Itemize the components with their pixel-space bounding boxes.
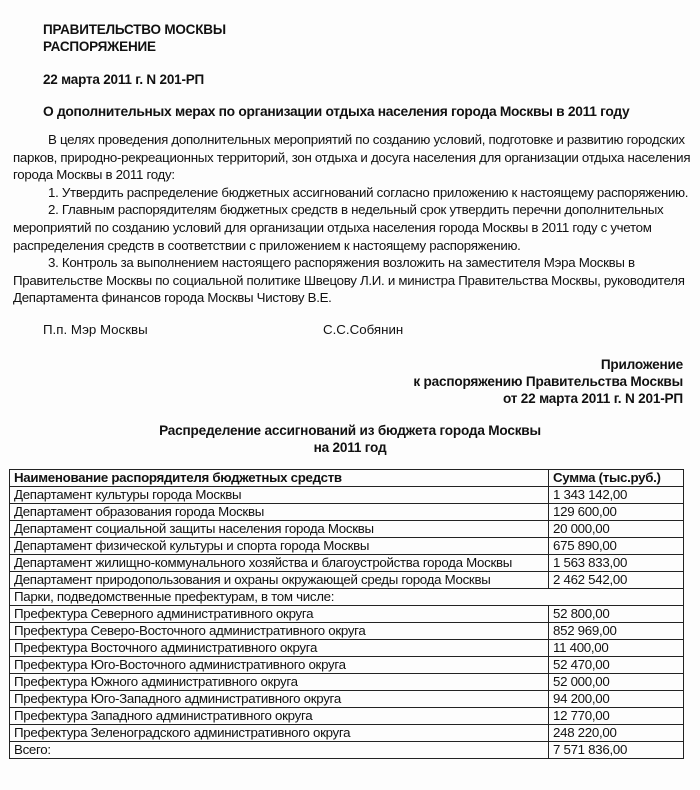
row-name: Департамент жилищно-коммунального хозяйства и благоустройства города Москвы — [10, 555, 549, 572]
row-sum: 1 563 833,00 — [549, 555, 684, 572]
document-body — [13, 131, 693, 307]
item-3: 3. Контроль за выполнением настоящего распоряжения возложить на заместителя Мэра Москвы в Правительстве Москвы по социальной политике Швецову Л.И. и министра Правительства Москвы, руководителя Департамента финансов города Москвы Чистову В.Е. — [13, 255, 685, 306]
table-row — [10, 572, 684, 589]
total-sum: 7 571 836,00 — [549, 742, 684, 759]
row-name: Департамент образования города Москвы — [10, 504, 549, 521]
row-sum: 675 890,00 — [549, 538, 684, 555]
row-sum: 129 600,00 — [549, 504, 684, 521]
document-date-number: 22 марта 2011 г. N 201-РП — [43, 72, 205, 87]
row-sum: 852 969,00 — [549, 623, 684, 640]
table-row — [10, 657, 684, 674]
table-header-row — [10, 470, 684, 487]
row-name: Департамент культуры города Москвы — [10, 487, 549, 504]
signature-position: П.п. Мэр Москвы — [43, 322, 148, 337]
row-name: Префектура Северо-Восточного административного округа — [10, 623, 549, 640]
preamble: В целях проведения дополнительных мероприятий по созданию условий, подготовке и развитию городских парков, природно-рекреационных территорий, зон отдыха и досуга населения для организации отдыха населения города Москвы в 2011 году: — [13, 132, 691, 183]
subsection-label: Парки, подведомственные префектурам, в том числе: — [10, 589, 684, 606]
row-name: Префектура Юго-Восточного административного округа — [10, 657, 549, 674]
table-row — [10, 725, 684, 742]
row-name: Префектура Зеленоградского административного округа — [10, 725, 549, 742]
row-name: Департамент социальной защиты населения города Москвы — [10, 521, 549, 538]
total-row — [10, 742, 684, 759]
row-sum: 52 800,00 — [549, 606, 684, 623]
row-sum: 52 000,00 — [549, 674, 684, 691]
table-row — [10, 708, 684, 725]
table-row — [10, 606, 684, 623]
table-row — [10, 640, 684, 657]
row-sum: 94 200,00 — [549, 691, 684, 708]
table-row — [10, 487, 684, 504]
subsection-row — [10, 589, 684, 606]
total-label: Всего: — [10, 742, 549, 759]
appendix-date: от 22 марта 2011 г. N 201-РП — [502, 391, 683, 406]
row-name: Департамент природопользования и охраны окружающей среды города Москвы — [10, 572, 549, 589]
table-row — [10, 504, 684, 521]
column-header-name: Наименование распорядителя бюджетных средств — [10, 470, 549, 487]
row-sum: 20 000,00 — [549, 521, 684, 538]
row-sum: 11 400,00 — [549, 640, 684, 657]
row-name: Префектура Западного административного округа — [10, 708, 549, 725]
table-row — [10, 691, 684, 708]
organization-name: ПРАВИТЕЛЬСТВО МОСКВЫ — [43, 22, 226, 37]
row-name: Департамент физической культуры и спорта города Москвы — [10, 538, 549, 555]
row-sum: 1 343 142,00 — [549, 487, 684, 504]
item-1: 1. Утвердить распределение бюджетных ассигнований согласно приложению к настоящему распоряжению. — [48, 184, 689, 200]
appendix-reference: к распоряжению Правительства Москвы — [413, 374, 683, 389]
column-header-sum: Сумма (тыс.руб.) — [549, 470, 684, 487]
document-type: РАСПОРЯЖЕНИЕ — [43, 39, 156, 54]
row-name: Префектура Юго-Западного административного округа — [10, 691, 549, 708]
table-row — [10, 538, 684, 555]
row-sum: 52 470,00 — [549, 657, 684, 674]
table-row — [10, 521, 684, 538]
distribution-title: Распределение ассигнований из бюджета города Москвы — [159, 423, 541, 438]
row-name: Префектура Восточного административного округа — [10, 640, 549, 657]
document-title: О дополнительных мерах по организации отдыха населения города Москвы в 2011 году — [43, 104, 630, 119]
signature-name: С.С.Собянин — [323, 322, 404, 337]
row-sum: 12 770,00 — [549, 708, 684, 725]
appendix-label: Приложение — [600, 357, 683, 372]
row-name: Префектура Северного административного округа — [10, 606, 549, 623]
distribution-subtitle: на 2011 год — [313, 440, 387, 455]
table-row — [10, 623, 684, 640]
budget-table — [9, 469, 684, 759]
row-name: Префектура Южного административного округа — [10, 674, 549, 691]
item-2: 2. Главным распорядителям бюджетных средств в недельный срок утвердить перечни дополнительных мероприятий по созданию условий для организации отдыха населения города Москвы в 2011 году с учетом распределения средств в соответствии с приложением к настоящему распоряжению. — [13, 202, 664, 253]
table-row — [10, 555, 684, 572]
row-sum: 248 220,00 — [549, 725, 684, 742]
row-sum: 2 462 542,00 — [549, 572, 684, 589]
table-row — [10, 674, 684, 691]
